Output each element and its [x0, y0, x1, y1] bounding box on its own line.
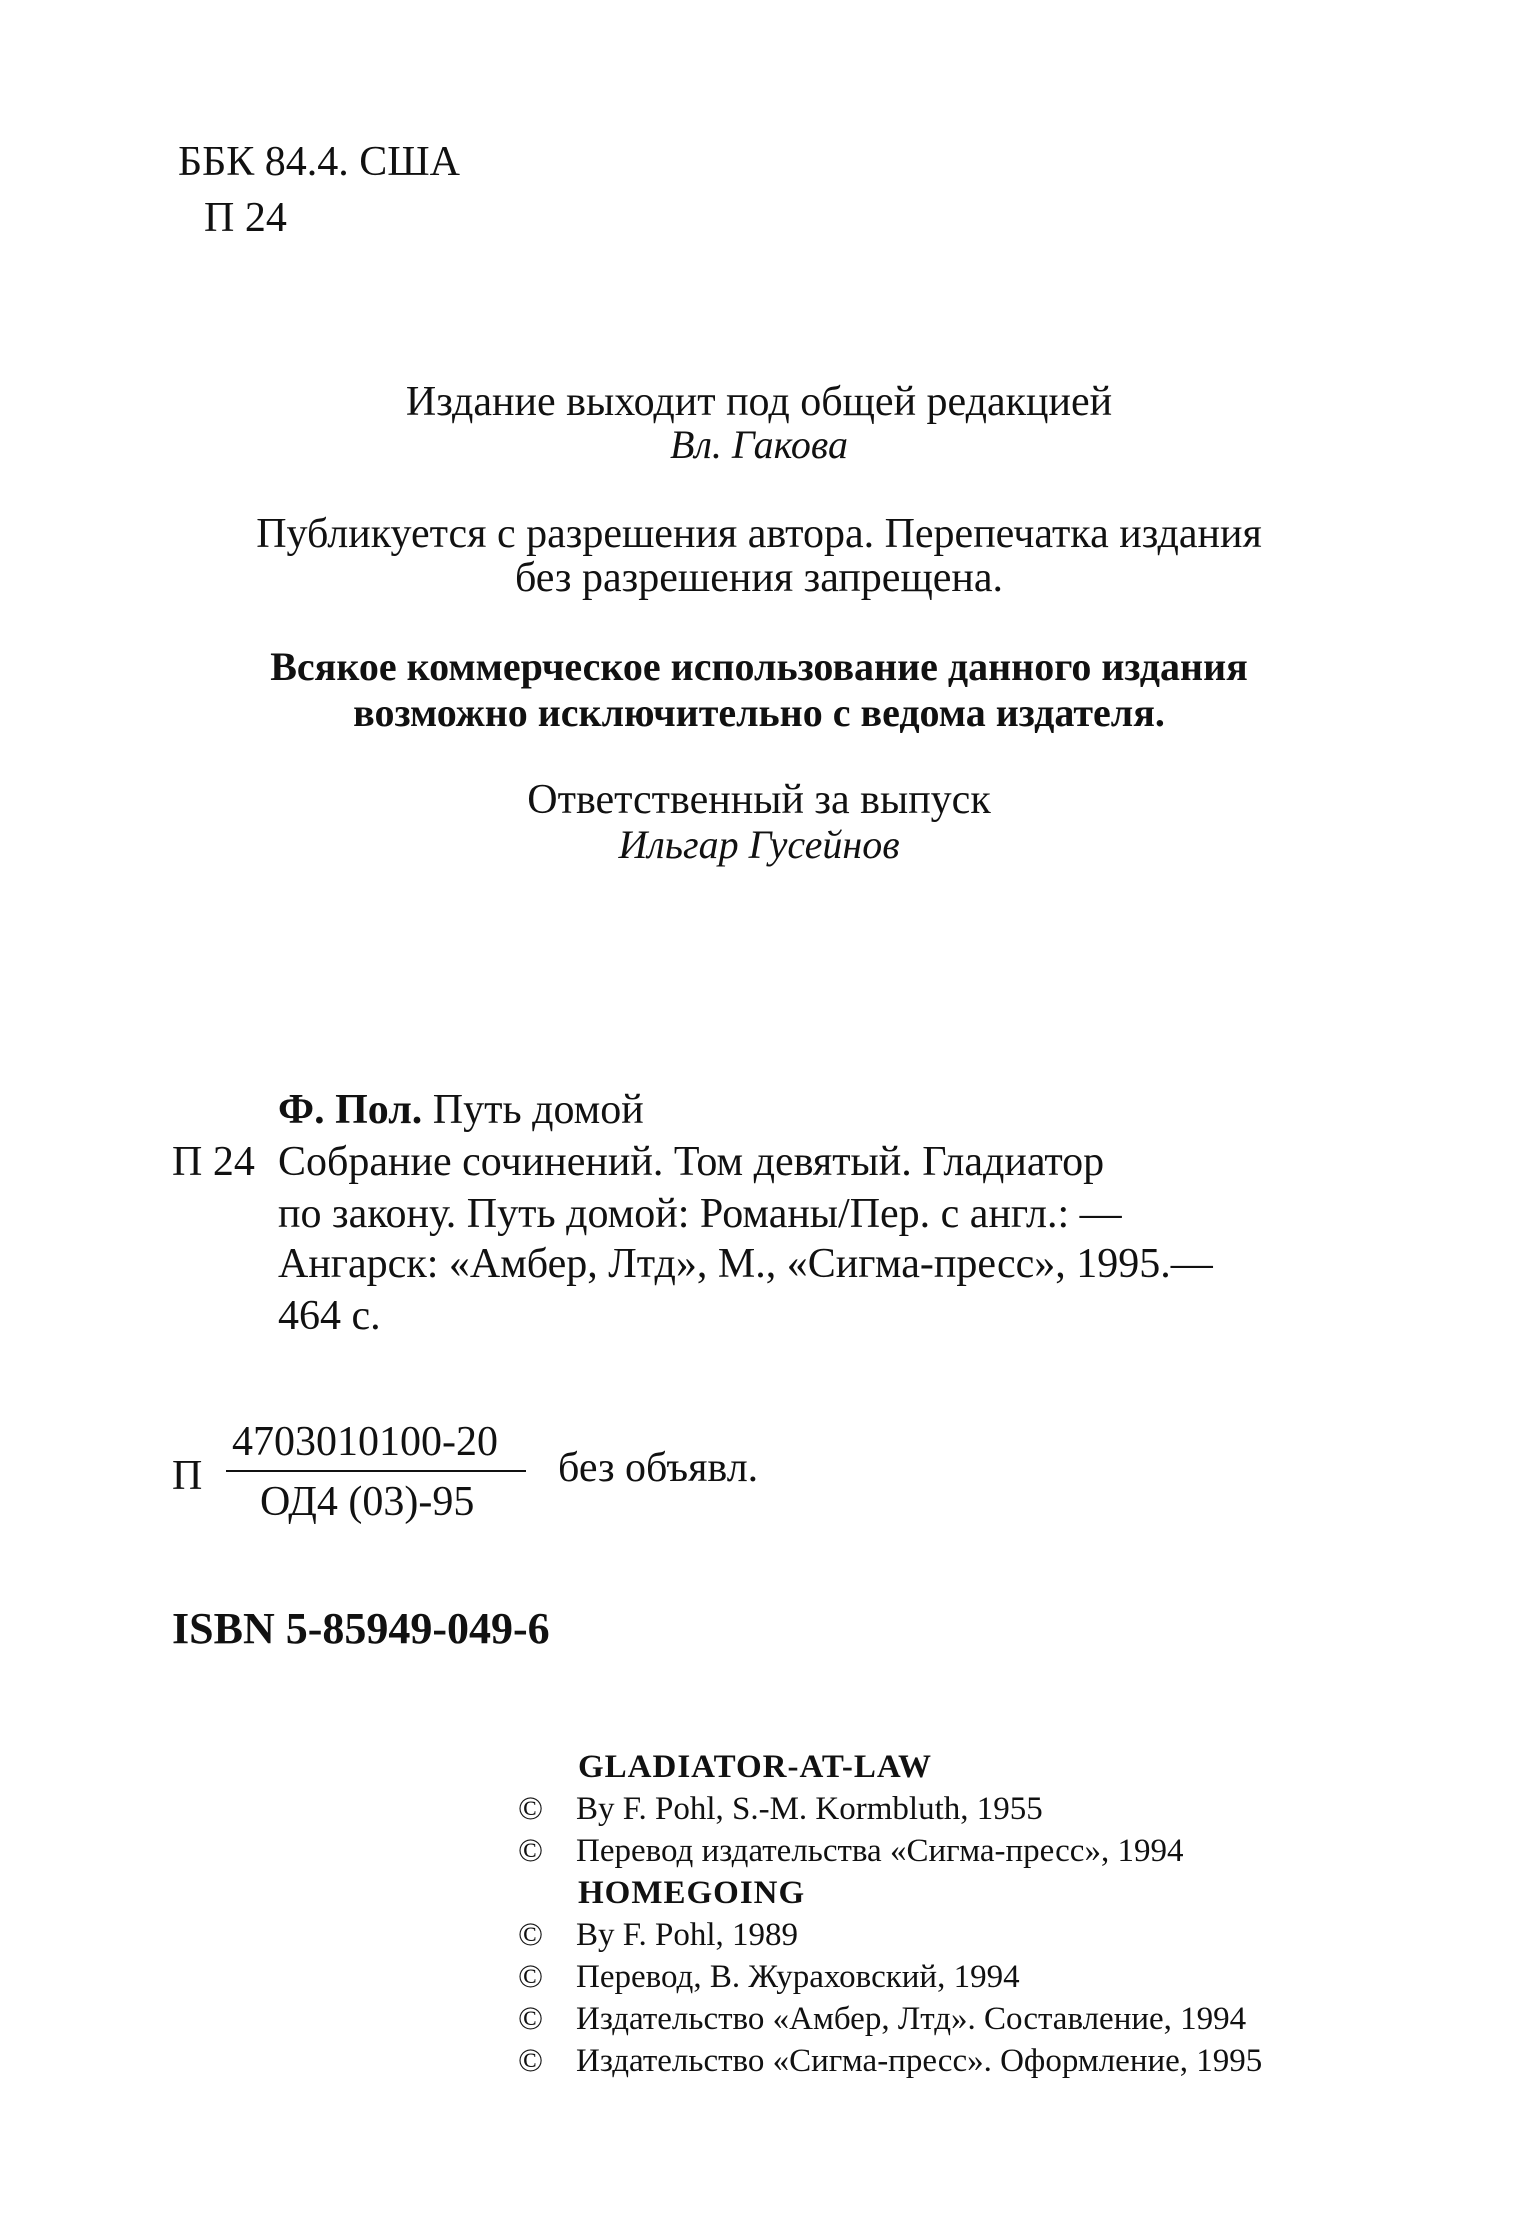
copyright-text: Перевод издательства «Сигма-пресс», 1994 — [576, 1833, 1184, 1869]
copyright-icon: © — [518, 2043, 544, 2079]
fraction-divider — [226, 1470, 526, 1472]
copyright-text: Перевод, В. Жураховский, 1994 — [576, 1959, 1020, 1995]
copyright-entry — [518, 1916, 798, 1954]
copyright-icon: © — [518, 1833, 544, 1869]
bibliography-line: 464 с. — [278, 1293, 381, 1339]
fraction-prefix: П — [172, 1453, 203, 1499]
copyright-entry — [518, 2042, 1262, 2080]
permission-line-1: Публикуется с разрешения автора. Перепечатка издания — [256, 511, 1262, 557]
copyright-text: By F. Pohl, 1989 — [576, 1917, 798, 1953]
isbn: ISBN 5-85949-049-6 — [172, 1604, 550, 1653]
bibliography-title: Путь домой — [432, 1087, 644, 1133]
editor-name: Вл. Гакова — [670, 422, 848, 467]
copyright-text: Издательство «Амбер, Лтд». Составление, 1994 — [576, 2001, 1247, 2037]
copyright-entry — [518, 2000, 1246, 2038]
bibliography-line: Собрание сочинений. Том девятый. Гладиатор — [278, 1139, 1105, 1185]
copyright-entry — [518, 1832, 1183, 1870]
responsible-name: Ильгар Гусейнов — [618, 822, 900, 867]
copyright-title-gladiator: GLADIATOR-AT-LAW — [578, 1749, 933, 1785]
bibliography-heading — [278, 1086, 644, 1134]
copyright-text: By F. Pohl, S.-M. Kormbluth, 1955 — [576, 1791, 1043, 1827]
copyright-icon: © — [518, 2001, 544, 2037]
bibliography-code: П 24 — [172, 1139, 255, 1185]
bibliography-line: по закону. Путь домой: Романы/Пер. с англ.: — — [278, 1191, 1122, 1237]
copyright-entry — [518, 1958, 1020, 1996]
copyright-entry — [518, 1790, 1043, 1828]
bbk-classification: ББК 84.4. США — [178, 139, 460, 185]
copyright-title-homegoing: HOMEGOING — [578, 1875, 806, 1911]
copyright-icon: © — [518, 1917, 544, 1953]
fraction-denominator: ОД4 (03)-95 — [260, 1479, 475, 1525]
fraction-numerator: 4703010100-20 — [232, 1419, 498, 1465]
bibliography-line: Ангарск: «Амбер, Лтд», М., «Сигма-пресс», 1995.— — [278, 1241, 1213, 1287]
editor-note: Издание выходит под общей редакцией — [405, 379, 1113, 425]
copyright-icon: © — [518, 1791, 544, 1827]
permission-line-2: без разрешения запрещена. — [514, 555, 1004, 601]
responsible-label: Ответственный за выпуск — [527, 777, 991, 823]
copyright-icon: © — [518, 1959, 544, 1995]
commercial-use-line-1: Всякое коммерческое использование данного издания — [270, 644, 1248, 689]
copyright-text: Издательство «Сигма-пресс». Оформление, 1995 — [576, 2043, 1263, 2079]
author-mark: П 24 — [204, 195, 287, 241]
bibliography-author: Ф. Пол. — [278, 1087, 423, 1133]
commercial-use-line-2: возможно исключительно с ведома издателя. — [353, 690, 1165, 735]
fraction-note: без объявл. — [558, 1445, 759, 1491]
